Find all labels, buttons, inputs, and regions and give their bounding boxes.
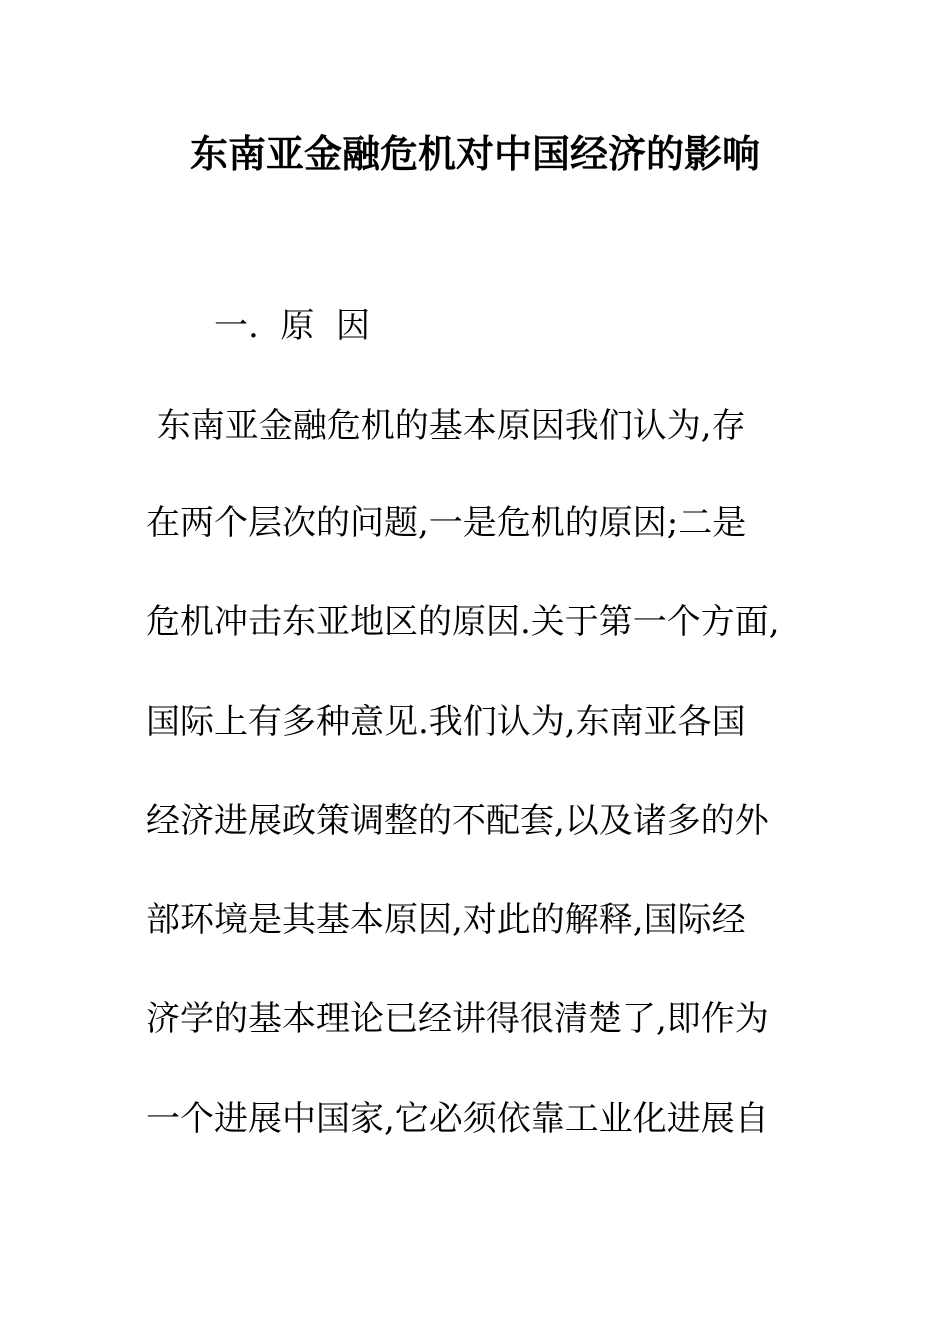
body-line-6: 部环境是其基本原因,对此的解释,国际经 xyxy=(146,900,746,940)
body-line-4: 国际上有多种意见.我们认为,东南亚各国 xyxy=(146,702,746,742)
body-line-5: 经济进展政策调整的不配套,以及诸多的外 xyxy=(146,801,769,841)
body-line-3: 危机冲击东亚地区的原因.关于第一个方面, xyxy=(146,602,780,642)
body-line-7: 济学的基本理论已经讲得很清楚了,即作为 xyxy=(146,999,769,1039)
section-heading: 一. 原 因 xyxy=(214,306,371,346)
body-line-8: 一个进展中国家,它必须依靠工业化进展自 xyxy=(146,1099,769,1139)
body-line-1: 东南亚金融危机的基本原因我们认为,存 xyxy=(146,406,746,446)
body-line-2: 在两个层次的问题,一是危机的原因;二是 xyxy=(146,503,747,543)
document-title: 东南亚金融危机对中国经济的影响 xyxy=(189,132,760,176)
